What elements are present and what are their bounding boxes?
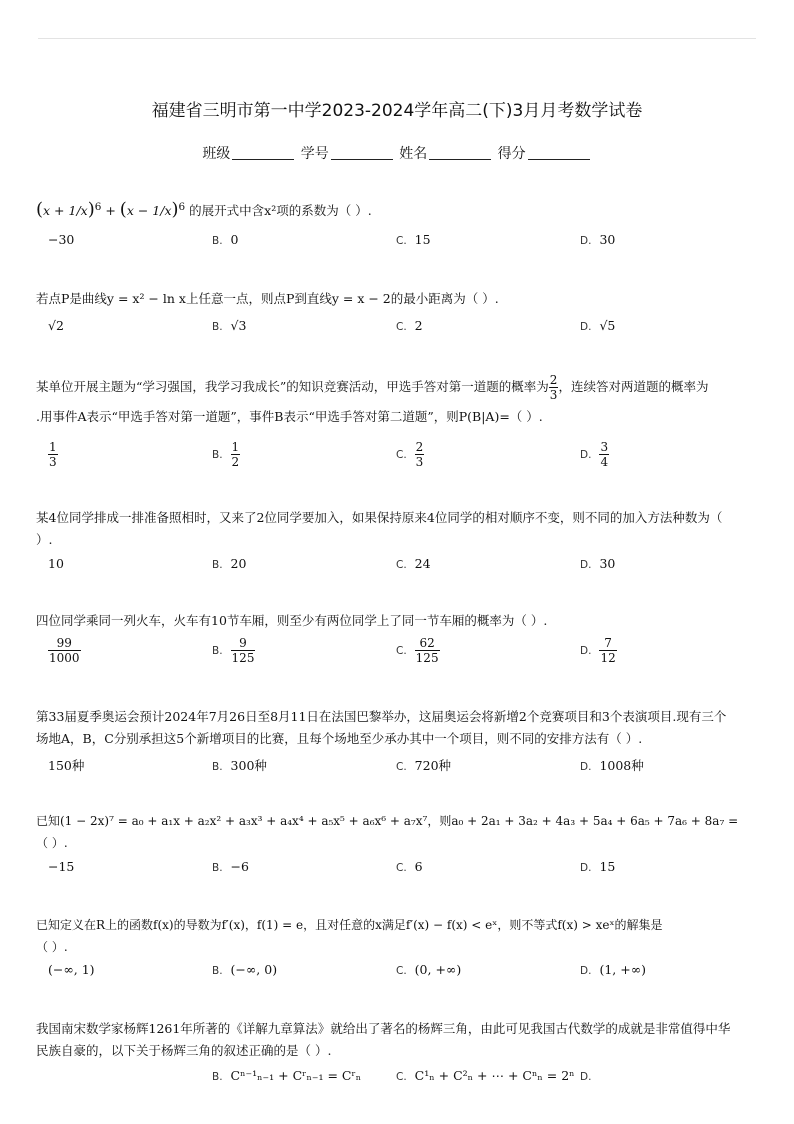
q8-stem-1: 已知定义在R上的函数f(x)的导数为f′(x)，f(1) = e，且对任意的x满足f′(x) − f(x) < eˣ，则不等式f(x) > xeˣ的解集是	[36, 918, 663, 932]
question-7	[36, 810, 756, 854]
q6-option-c[interactable]: C. 720种	[396, 758, 452, 773]
q5-option-c[interactable]: C. $\frac{62}{125}$	[396, 636, 439, 665]
field-number: 学号	[300, 146, 329, 162]
question-2	[36, 288, 756, 310]
q2-option-a[interactable]: √2	[48, 318, 64, 333]
q3-stem-2: .用事件A表示“甲选手答对第一道题”，事件B表示“甲选手答对第二道题”，则P(B|A)=（ ）.	[36, 409, 543, 424]
q1-stem: 的展开式中含x²项的系数为（ ）.	[189, 203, 372, 219]
question-6	[36, 706, 756, 750]
q6-option-b[interactable]: B. 300种	[212, 758, 267, 773]
q7-option-c[interactable]: C. 6	[396, 859, 423, 874]
class-blank[interactable]	[232, 159, 294, 160]
question-1: $(x + 1/x)^6 + (x - 1/x)^6$ 的展开式中含x²项的系数为（ ）.	[36, 199, 372, 221]
q4-stem-1: 某4位同学排成一排准备照相时，又来了2位同学要加入，如果保持原来4位同学的相对顺序不变，则不同的加入方法种数为（	[36, 510, 723, 525]
q2-stem: 若点P是曲线y = x² − ln x上任意一点，则点P到直线y = x − 2的最小距离为（ ）.	[36, 291, 499, 306]
q6-options	[36, 756, 756, 786]
field-score: 得分	[497, 146, 526, 162]
q7-option-b[interactable]: B. −6	[212, 859, 249, 874]
q8-stem-2: （ ）.	[36, 940, 68, 954]
q3-prob-fraction: $\frac{2}{3}$	[549, 373, 558, 402]
q1-option-b[interactable]: B. 0	[212, 232, 239, 247]
student-info-fields	[0, 143, 794, 163]
q2-option-b[interactable]: B. √3	[212, 318, 247, 333]
q6-stem-1: 第33届夏季奥运会预计2024年7月26日至8月11日在法国巴黎举办，这届奥运会将新增2个竞赛项目和3个表演项目.现有三个	[36, 709, 727, 724]
q9-option-b[interactable]: B. Cⁿ⁻¹ₙ₋₁ + Cʳₙ₋₁ = Cʳₙ	[212, 1068, 362, 1083]
q5-stem: 四位同学乘同一列火车，火车有10节车厢，则至少有两位同学上了同一节车厢的概率为（ ）.	[36, 613, 548, 628]
q7-option-d[interactable]: D. 15	[580, 859, 616, 874]
q3-options	[36, 440, 756, 474]
field-class: 班级	[202, 146, 231, 162]
q8-options	[36, 962, 756, 992]
q5-option-d[interactable]: D. $\frac{7}{12}$	[580, 636, 616, 665]
q1-power-b: 6	[178, 201, 186, 213]
q9-stem-2: 民族自豪的，以下关于杨辉三角的叙述正确的是（ ）.	[36, 1043, 332, 1058]
page-title: 福建省三明市第一中学2023-2024学年高二(下)3月月考数学试卷	[151, 101, 643, 121]
q3-stem-1b: ，连续答对两道题的概率为	[558, 379, 709, 394]
q2-options	[36, 318, 756, 348]
q1-expr-b: x − 1/x	[126, 203, 172, 219]
q8-option-b[interactable]: B. (−∞, 0)	[212, 962, 278, 977]
question-8	[36, 914, 756, 958]
q7-options	[36, 859, 756, 889]
q5-option-a[interactable]: $\frac{99}{1000}$	[49, 636, 80, 665]
q7-stem-1: 已知(1 − 2x)⁷ = a₀ + a₁x + a₂x² + a₃x³ + a₄x⁴ + a₅x⁵ + a₆x⁶ + a₇x⁷，则a₀ + 2a₁ + 3a₂ + 4a₃ + 5a₄ + 6a₅ + 7a₆ + 8a₇ =	[36, 814, 739, 828]
q4-option-a[interactable]: 10	[48, 556, 64, 571]
top-rule	[38, 38, 756, 39]
q9-options	[36, 1068, 756, 1098]
q3-option-b[interactable]: B. $\frac{1}{2}$	[212, 440, 240, 469]
question-3-line-2	[36, 406, 756, 428]
score-blank[interactable]	[528, 159, 590, 160]
q1-option-c[interactable]: C. 15	[396, 232, 431, 247]
q6-option-d[interactable]: D. 1008种	[580, 758, 644, 773]
q3-stem-1: 某单位开展主题为“学习强国，我学习我成长”的知识竞赛活动，甲选手答对第一道题的概率为	[36, 379, 549, 394]
q1-expr-a: x + 1/x	[43, 203, 88, 219]
q6-option-a[interactable]: 150种	[48, 758, 85, 773]
question-3	[36, 372, 756, 402]
q8-option-c[interactable]: C. (0, +∞)	[396, 962, 462, 977]
q9-stem-1: 我国南宋数学家杨辉1261年所著的《详解九章算法》就给出了著名的杨辉三角，由此可见我国古代数学的成就是非常值得中华	[36, 1021, 731, 1036]
q1-power-a: 6	[94, 201, 102, 213]
q2-option-c[interactable]: C. 2	[396, 318, 423, 333]
name-blank[interactable]	[429, 159, 491, 160]
q7-option-a[interactable]: −15	[48, 859, 75, 874]
field-name: 姓名	[399, 146, 428, 162]
q2-option-d[interactable]: D. √5	[580, 318, 616, 333]
q3-option-a[interactable]: $\frac{1}{3}$	[49, 440, 57, 469]
q4-options	[36, 556, 756, 586]
q5-options	[36, 636, 756, 672]
q1-option-d[interactable]: D. 30	[580, 232, 616, 247]
q4-option-d[interactable]: D. 30	[580, 556, 616, 571]
q7-stem-2: （ ）.	[36, 836, 68, 850]
q4-stem-2: ）.	[36, 532, 53, 547]
question-5	[36, 610, 756, 632]
q8-option-d[interactable]: D. (1, +∞)	[580, 962, 646, 977]
q1-options	[36, 232, 756, 262]
number-blank[interactable]	[331, 159, 393, 160]
q3-option-c[interactable]: C. $\frac{2}{3}$	[396, 440, 424, 469]
question-9	[36, 1018, 756, 1062]
q5-option-b[interactable]: B. $\frac{9}{125}$	[212, 636, 255, 665]
q6-stem-2: 场地A，B，C分别承担这5个新增项目的比赛，且每个场地至少承办其中一个项目，则不同的安排方法有（ ）.	[36, 731, 643, 746]
q4-option-b[interactable]: B. 20	[212, 556, 247, 571]
q3-option-d[interactable]: D. $\frac{3}{4}$	[580, 440, 609, 469]
q4-option-c[interactable]: C. 24	[396, 556, 431, 571]
question-4	[36, 507, 756, 551]
q8-option-a[interactable]: (−∞, 1)	[48, 962, 95, 977]
q9-option-c[interactable]: C. C¹ₙ + C²ₙ + ⋯ + Cⁿₙ = 2ⁿ	[396, 1068, 575, 1083]
q1-option-a[interactable]: −30	[48, 232, 75, 247]
q9-option-d[interactable]: D.	[580, 1071, 592, 1083]
